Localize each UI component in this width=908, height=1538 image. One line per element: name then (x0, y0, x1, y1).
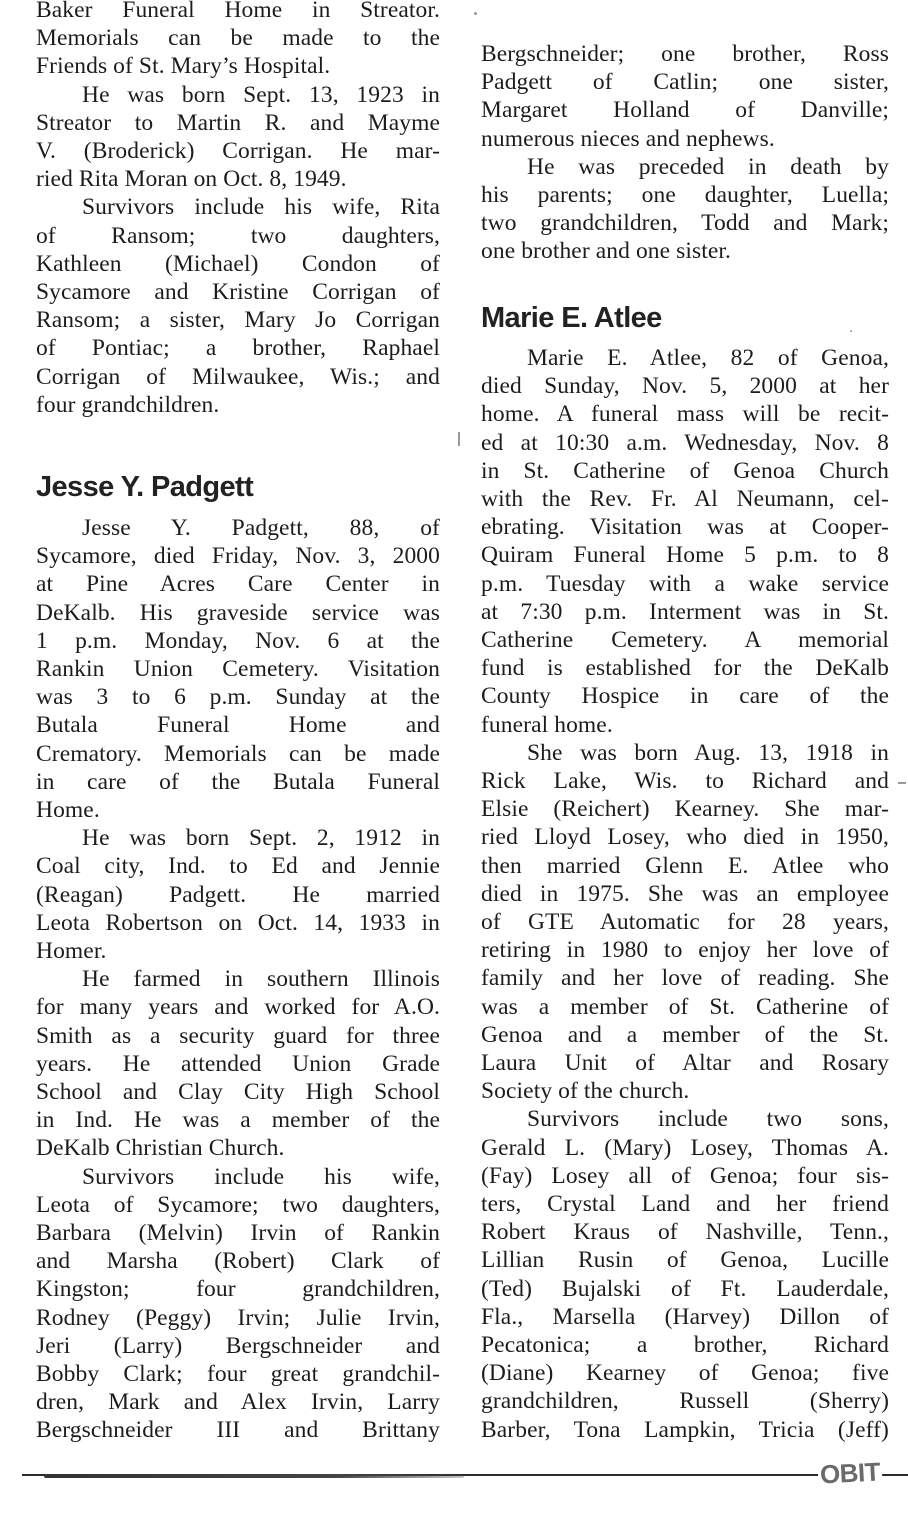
text-line: for many years and worked for A.O. (36, 994, 440, 1021)
text-line: V. (Broderick) Corrigan. He mar- (36, 138, 440, 164)
bottom-rule-heavy (44, 1474, 464, 1478)
text-line: and Marsha (Robert) Clark of (36, 1248, 440, 1275)
text-line: two grandchildren, Todd and Mark; (481, 210, 889, 237)
text-line: Corrigan of Milwaukee, Wis.; and (36, 363, 440, 390)
text-line: funeral home. (481, 711, 613, 738)
text-line: at 7:30 p.m. Interment was in St. (481, 598, 889, 625)
text-line: Memorials can be made to the (36, 25, 440, 52)
text-line: Kingston; four grandchildren, (36, 1276, 440, 1303)
text-line: was 3 to 6 p.m. Sunday at the (36, 684, 440, 711)
text-line: Padgett of Catlin; one sister, (481, 69, 889, 96)
text-line: Quiram Funeral Home 5 p.m. to 8 (481, 542, 889, 569)
text-line: DeKalb. His graveside service was (36, 599, 440, 626)
text-line: Survivors include his wife, (82, 1163, 440, 1190)
text-line: Margaret Holland of Danville; (481, 97, 889, 124)
text-line: in care of the Butala Funeral (36, 768, 440, 795)
print-speck (850, 330, 852, 332)
text-line: Crematory. Memorials can be made (36, 740, 440, 767)
obit-stamp: OBIT (817, 1456, 883, 1490)
text-line: p.m. Tuesday with a wake service (481, 570, 889, 597)
text-line: died in 1975. She was an employee (481, 880, 889, 907)
text-line: Smith as a security guard for three (36, 1022, 440, 1049)
text-line: in Ind. He was a member of the (36, 1107, 440, 1134)
text-line: Jesse Y. Padgett, 88, of (82, 515, 440, 541)
text-line: She was born Aug. 13, 1918 in (527, 739, 889, 766)
text-line: Pecatonica; a brother, Richard (481, 1332, 889, 1358)
text-line: Sycamore, died Friday, Nov. 3, 2000 (36, 543, 440, 570)
text-line: Survivors include his wife, Rita (82, 194, 440, 221)
text-line: numerous nieces and nephews. (481, 125, 775, 152)
text-line: Bergschneider III and Brittany (36, 1417, 440, 1444)
text-line: Bergschneider; one brother, Ross (481, 41, 889, 67)
text-line: (Diane) Kearney of Genoa; five (481, 1360, 889, 1387)
text-line: School and Clay City High School (36, 1079, 440, 1105)
text-line: County Hospice in care of the (481, 683, 889, 710)
obituary-headline-atlee: Marie E. Atlee (481, 302, 662, 334)
text-line: Butala Funeral Home and (36, 712, 440, 739)
print-speck (458, 432, 460, 446)
text-line: Bobby Clark; four great grandchil- (36, 1361, 440, 1387)
text-line: He was born Sept. 13, 1923 in (82, 81, 440, 108)
text-line: ed at 10:30 a.m. Wednesday, Nov. 8 (481, 429, 889, 456)
text-line: Fla., Marsella (Harvey) Dillon of (481, 1303, 889, 1330)
text-line: Leota Robertson on Oct. 14, 1933 in (36, 909, 440, 936)
text-line: Society of the church. (481, 1078, 690, 1105)
text-line: He was born Sept. 2, 1912 in (82, 825, 440, 852)
text-line: Barber, Tona Lampkin, Tricia (Jeff) (481, 1416, 889, 1443)
text-line: Leota of Sycamore; two daughters, (36, 1191, 440, 1218)
text-line: 1 p.m. Monday, Nov. 6 at the (36, 627, 440, 654)
text-line: Elsie (Reichert) Kearney. She mar- (481, 796, 889, 823)
text-line: Survivors include two sons, (527, 1106, 889, 1133)
text-line: in St. Catherine of Genoa Church (481, 457, 889, 484)
text-line: Jeri (Larry) Bergschneider and (36, 1332, 440, 1359)
text-line: Coal city, Ind. to Ed and Jennie (36, 853, 440, 880)
text-line: died Sunday, Nov. 5, 2000 at her (481, 373, 889, 400)
text-line: He was preceded in death by (527, 153, 889, 180)
text-line: Streator to Martin R. and Mayme (36, 109, 440, 136)
text-line: of Ransom; two daughters, (36, 222, 440, 249)
text-line: Friends of St. Mary’s Hospital. (36, 53, 331, 80)
text-line: He farmed in southern Illinois (82, 966, 440, 993)
text-line: home. A funeral mass will be recit- (481, 401, 889, 428)
text-line: years. He attended Union Grade (36, 1050, 440, 1077)
text-line: fund is established for the DeKalb (481, 655, 889, 682)
text-line: (Fay) Losey all of Genoa; four sis- (481, 1162, 889, 1189)
text-line: family and her love of reading. She (481, 965, 889, 992)
text-line: Barbara (Melvin) Irvin of Rankin (36, 1220, 440, 1246)
text-line: his parents; one daughter, Luella; (481, 182, 889, 208)
text-line: with the Rev. Fr. Al Neumann, cel- (481, 486, 889, 512)
text-line: was a member of St. Catherine of (481, 993, 889, 1020)
text-line: Gerald L. (Mary) Losey, Thomas A. (481, 1134, 889, 1161)
text-line: ebrating. Visitation was at Cooper- (481, 514, 889, 541)
text-line: ried Rita Moran on Oct. 8, 1949. (36, 166, 347, 193)
obituary-headline-padgett: Jesse Y. Padgett (36, 471, 254, 503)
text-line: Lillian Rusin of Genoa, Lucille (481, 1247, 889, 1274)
text-line: Rick Lake, Wis. to Richard and (481, 768, 889, 794)
text-line: at Pine Acres Care Center in (36, 571, 440, 598)
text-line: Home. (36, 797, 100, 823)
text-line: Sycamore and Kristine Corrigan of (36, 279, 440, 305)
text-line: four grandchildren. (36, 391, 220, 418)
print-speck (474, 12, 477, 15)
text-line: of Pontiac; a brother, Raphael (36, 335, 440, 362)
text-line: then married Glenn E. Atlee who (481, 852, 889, 879)
text-line: ried Lloyd Losey, who died in 1950, (481, 824, 889, 851)
text-line: dren, Mark and Alex Irvin, Larry (36, 1389, 440, 1416)
text-line: Laura Unit of Altar and Rosary (481, 1050, 889, 1076)
text-line: grandchildren, Russell (Sherry) (481, 1388, 889, 1415)
text-line: Marie E. Atlee, 82 of Genoa, (527, 345, 889, 371)
text-line: Ransom; a sister, Mary Jo Corrigan (36, 307, 440, 334)
text-line: ters, Crystal Land and her friend (481, 1191, 889, 1217)
text-line: Genoa and a member of the St. (481, 1021, 889, 1048)
print-speck (898, 782, 906, 784)
text-line: (Reagan) Padgett. He married (36, 881, 440, 908)
text-line: Rankin Union Cemetery. Visitation (36, 656, 440, 682)
text-line: one brother and one sister. (481, 238, 732, 265)
text-line: Baker Funeral Home in Streator. (36, 0, 440, 23)
text-line: Rodney (Peggy) Irvin; Julie Irvin, (36, 1304, 440, 1331)
text-line: DeKalb Christian Church. (36, 1135, 285, 1162)
text-line: (Ted) Bujalski of Ft. Lauderdale, (481, 1275, 889, 1302)
text-line: of GTE Automatic for 28 years, (481, 909, 889, 935)
text-line: Robert Kraus of Nashville, Tenn., (481, 1219, 889, 1246)
text-line: Kathleen (Michael) Condon of (36, 250, 440, 277)
text-line: retiring in 1980 to enjoy her love of (481, 937, 889, 964)
text-line: Catherine Cemetery. A memorial (481, 627, 889, 653)
text-line: Homer. (36, 938, 107, 964)
